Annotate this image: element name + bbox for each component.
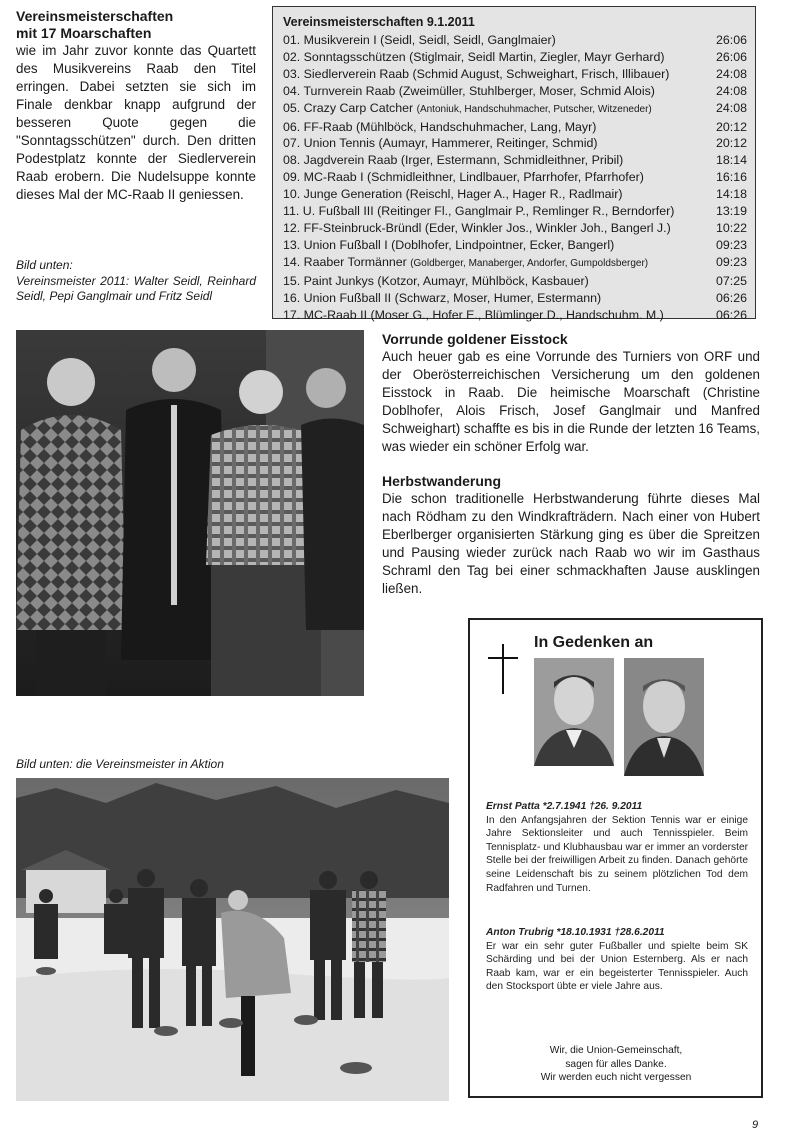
team-score: 20:12 bbox=[715, 119, 747, 134]
team-name: 11. U. Fußball III bbox=[283, 204, 374, 219]
cross-icon bbox=[488, 644, 518, 694]
result-row bbox=[283, 49, 747, 66]
team-name: 07. Union Tennis bbox=[283, 136, 376, 151]
result-team bbox=[283, 254, 648, 273]
memorial-title: In Gedenken an bbox=[534, 634, 654, 651]
results-title: Vereinsmeisterschaften 9.1.2011 bbox=[283, 15, 475, 29]
team-score: 14:18 bbox=[715, 187, 747, 202]
team-name: 06. FF-Raab bbox=[283, 119, 353, 134]
team-members: (Doblhofer, Lindpointner, Ecker, Bangerl) bbox=[391, 237, 615, 252]
team-name: 10. Junge Generation bbox=[283, 187, 403, 202]
memorial-text-1: In den Anfangsjahren der Sektion Tennis war er einige Jahre Sektionsleiter und auch Tennisspieler. Beim Tennisplatz- und Klubhausbau war er immer an vorderster Stelle bei der freiwilligen Arbeit zu finden. Danach gehörte seine Leidenschaft bis zu seinem plötzlichen Tod dem Radfahren und Turnen. bbox=[486, 814, 748, 894]
memorial-text-2: Er war ein sehr guter Fußballer und spielte beim SK Schärding und bei der Union Esternberg. Als er nach Raab kam, war er ein begeisterter Tennisspieler. Auch den Stocksport übte er viele Jahre aus. bbox=[486, 940, 748, 993]
result-row bbox=[283, 237, 747, 254]
result-row bbox=[283, 32, 747, 49]
vorrunde-article bbox=[382, 330, 760, 456]
team-score: 13:19 bbox=[715, 204, 747, 219]
team-members: (Goldberger, Manaberger, Andorfer, Gumpoldsberger) bbox=[410, 257, 649, 269]
result-row bbox=[283, 135, 747, 152]
team-name: 16. Union Fußball II bbox=[283, 290, 392, 305]
team-score: 09:23 bbox=[715, 237, 747, 252]
team-members: (Stiglmair, Seidl Martin, Ziegler, Mayr Gerhard) bbox=[409, 49, 665, 64]
result-team bbox=[283, 119, 596, 136]
intro-body: wie im Jahr zuvor konnte das Quartett des Musikvereins Raab den Titel erringen. Dabei setzten sie sich im Finale denkbar knapp aufgrund der besseren Quote gegen die "Sonntagsschützen" durch. Den dritten Podestplatz konnte der Siedlerverein Raab erobern. Die Nudelsuppe konnte dieses Mal der MC-Raab II geniessen. bbox=[16, 43, 256, 202]
team-members: (Eder, Winkler Jos., Winkler Joh., Bangerl J.) bbox=[424, 220, 671, 235]
memorial-name-1: Ernst Patta *2.7.1941 †26. 9.2011 bbox=[486, 801, 643, 812]
result-team bbox=[283, 32, 556, 49]
thanks-line-3: Wir werden euch nicht vergessen bbox=[540, 1072, 692, 1084]
team-members: (Moser G., Hofer E., Blümlinger D., Handschuhm. M.) bbox=[370, 307, 664, 322]
team-name: 04. Turnverein Raab bbox=[283, 83, 396, 98]
team-members: (Aumayr, Hammerer, Reitinger, Schmid) bbox=[378, 136, 598, 151]
team-score: 20:12 bbox=[715, 136, 747, 151]
memorial-box bbox=[468, 618, 763, 1098]
result-team bbox=[283, 237, 614, 254]
results-rows bbox=[283, 32, 747, 323]
result-row bbox=[283, 203, 747, 220]
caption-label: Bild unten: bbox=[16, 258, 73, 272]
result-team bbox=[283, 100, 652, 119]
vorrunde-body: Auch heuer gab es eine Vorrunde des Turniers von ORF und der Oberösterreichischen Versicherung um den goldenen Eisstock in Raab. Die heimische Moarschaft (Christine Doblhofer, Alois Frisch, Josef Ganglmair und Manfred Schweighart) schaffte es bis in die Runde der letzten 16 Teams, was wieder ein schöner Erfolg war. bbox=[382, 349, 760, 454]
caption-text: Vereinsmeister 2011: Walter Seidl, Reinhard Seidl, Pepi Ganglmair und Fritz Seidl bbox=[16, 273, 256, 303]
result-row bbox=[283, 254, 747, 273]
team-score: 16:16 bbox=[715, 170, 747, 185]
team-name: 08. Jagdverein Raab bbox=[283, 153, 398, 168]
team-members: (Reitinger Fl., Ganglmair P., Remlinger R., Berndorfer) bbox=[377, 204, 675, 219]
team-score: 18:14 bbox=[715, 153, 747, 168]
team-score: 06:26 bbox=[715, 307, 747, 322]
team-score: 09:23 bbox=[715, 254, 747, 269]
team-name: 09. MC-Raab I bbox=[283, 170, 364, 185]
memorial-thanks bbox=[480, 1044, 752, 1085]
result-team bbox=[283, 135, 598, 152]
team-members: (Reischl, Hager A., Hager R., Radlmair) bbox=[405, 187, 623, 202]
team-score: 07:25 bbox=[715, 273, 747, 288]
team-members: (Irger, Estermann, Schmidleithner, Pribil) bbox=[400, 153, 624, 168]
team-members: (Mühlböck, Handschuhmacher, Lang, Mayr) bbox=[356, 119, 597, 134]
team-score: 24:08 bbox=[715, 100, 747, 115]
result-team bbox=[283, 290, 601, 307]
team-score: 24:08 bbox=[715, 83, 747, 98]
herbst-heading: Herbstwanderung bbox=[382, 473, 502, 489]
team-score: 06:26 bbox=[715, 290, 747, 305]
results-table-box bbox=[272, 6, 756, 322]
group-photo bbox=[16, 330, 364, 696]
team-name: 05. Crazy Carp Catcher bbox=[283, 100, 414, 115]
group-photo-image bbox=[16, 330, 364, 696]
team-name: 02. Sonntagsschützen bbox=[283, 49, 406, 64]
memorial-ernst-patta bbox=[486, 800, 748, 895]
photo-caption-bottom: Bild unten: die Vereinsmeister in Aktion bbox=[16, 757, 224, 771]
team-name: 14. Raaber Tormänner bbox=[283, 254, 407, 269]
photo-caption-top bbox=[16, 258, 256, 305]
result-row bbox=[283, 100, 747, 119]
team-score: 26:06 bbox=[715, 49, 747, 64]
result-row bbox=[283, 83, 747, 100]
page-number: 9 bbox=[752, 1119, 759, 1131]
thanks-line-2: sagen für alles Danke. bbox=[565, 1058, 667, 1070]
result-team bbox=[283, 49, 665, 66]
herbst-body: Die schon traditionelle Herbstwanderung führte dieses Mal nach Rödham zu den Windkrafträdern. Nach einer von Hubert Eberlberger organisierten Stärkung ging es über die Spreitzen und Pausing wieder zurück nach Raab wo wir im Gasthaus Schraml den Tag bei einer schmackhaften Jause ausklingen ließen. bbox=[382, 491, 760, 596]
result-row bbox=[283, 119, 747, 136]
team-name: 13. Union Fußball I bbox=[283, 237, 388, 252]
team-members: (Schmid August, Schweighart, Frisch, Illibauer) bbox=[412, 66, 670, 81]
result-row bbox=[283, 290, 747, 307]
team-name: 03. Siedlerverein Raab bbox=[283, 66, 410, 81]
result-team bbox=[283, 186, 623, 203]
team-members: (Antoniuk, Handschuhmacher, Putscher, Witzeneder) bbox=[416, 103, 652, 115]
team-score: 24:08 bbox=[715, 66, 747, 81]
result-row bbox=[283, 152, 747, 169]
team-name: 12. FF-Steinbruck-Bründl bbox=[283, 220, 422, 235]
result-team bbox=[283, 83, 655, 100]
team-members: (Seidl, Seidl, Seidl, Ganglmaier) bbox=[380, 33, 556, 47]
result-team bbox=[283, 273, 589, 290]
result-row bbox=[283, 307, 747, 324]
team-score: 26:06 bbox=[715, 33, 747, 47]
result-row bbox=[283, 220, 747, 237]
portrait-ernst-patta bbox=[534, 658, 614, 766]
intro-heading-line1: Vereinsmeisterschaften bbox=[16, 8, 174, 24]
result-team bbox=[283, 66, 669, 83]
result-team bbox=[283, 152, 623, 169]
vorrunde-heading: Vorrunde goldener Eisstock bbox=[382, 331, 568, 347]
herbstwanderung-article bbox=[382, 472, 760, 598]
result-team bbox=[283, 203, 674, 220]
result-team bbox=[283, 307, 664, 324]
intro-article bbox=[16, 8, 256, 204]
action-photo-image bbox=[16, 778, 449, 1101]
memorial-anton-trubrig bbox=[486, 926, 748, 994]
team-score: 10:22 bbox=[715, 220, 747, 235]
team-members: (Schwarz, Moser, Humer, Estermann) bbox=[394, 290, 602, 305]
thanks-line-1: Wir, die Union-Gemeinschaft, bbox=[549, 1045, 683, 1056]
result-row bbox=[283, 186, 747, 203]
result-row bbox=[283, 169, 747, 186]
team-name: 15. Paint Junkys bbox=[283, 273, 374, 288]
team-members: (Schmidleithner, Lindlbauer, Pfarrhofer, Pfarrhofer) bbox=[367, 170, 644, 185]
result-row bbox=[283, 66, 747, 83]
memorial-name-2: Anton Trubrig *18.10.1931 †28.6.2011 bbox=[486, 927, 665, 938]
result-row bbox=[283, 273, 747, 290]
action-photo bbox=[16, 778, 449, 1101]
team-name: 17. MC-Raab II bbox=[283, 307, 368, 322]
result-team bbox=[283, 220, 671, 237]
portrait-anton-trubrig bbox=[624, 658, 704, 776]
result-team bbox=[283, 169, 644, 186]
team-members: (Kotzor, Aumayr, Mühlböck, Kasbauer) bbox=[377, 273, 589, 288]
intro-heading-line2: mit 17 Moarschaften bbox=[16, 25, 152, 41]
team-members: (Zweimüller, Stuhlberger, Moser, Schmid Alois) bbox=[398, 83, 655, 98]
team-name: 01. Musikverein I bbox=[283, 33, 377, 47]
